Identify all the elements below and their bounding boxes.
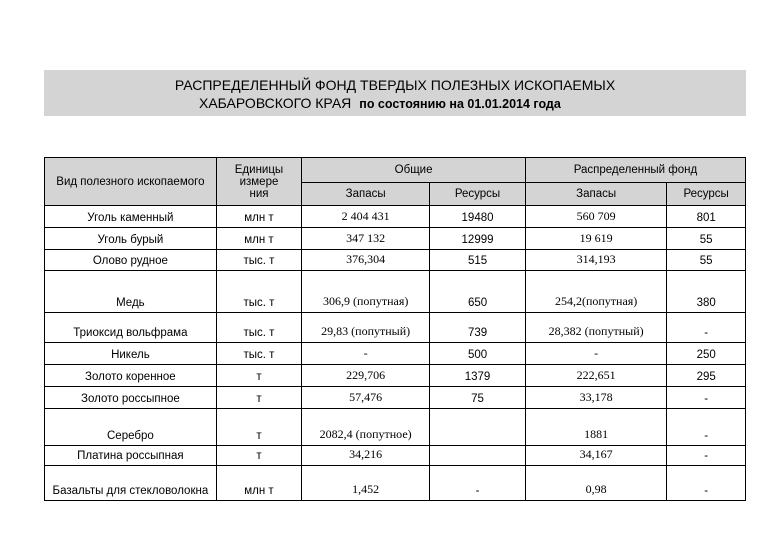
cell-unit: млн т <box>216 228 301 250</box>
cell-total-resources: 739 <box>430 313 526 343</box>
cell-distributed-resources: - <box>667 313 746 343</box>
cell-unit: т <box>216 409 301 446</box>
cell-total-resources: - <box>430 466 526 501</box>
cell-total-resources: 1379 <box>430 365 526 387</box>
cell-mineral: Платина россыпная <box>45 446 217 466</box>
cell-total-resources: 75 <box>430 387 526 409</box>
cell-distributed-reserves: 314,193 <box>525 250 666 271</box>
cell-total-reserves: 2082,4 (попутное) <box>302 409 430 446</box>
table-row <box>45 466 746 501</box>
cell-distributed-reserves: 33,178 <box>525 387 666 409</box>
title-date: по состоянию на 01.01.2014 года <box>359 97 561 111</box>
cell-total-reserves: 2 404 431 <box>302 206 430 228</box>
table-row <box>45 206 746 228</box>
header-distributed-resources: Ресурсы <box>667 183 746 206</box>
cell-distributed-reserves: 19 619 <box>525 228 666 250</box>
cell-mineral: Медь <box>45 271 217 313</box>
cell-total-reserves: 229,706 <box>302 365 430 387</box>
cell-distributed-resources: - <box>667 387 746 409</box>
cell-distributed-resources: 801 <box>667 206 746 228</box>
cell-distributed-resources: - <box>667 409 746 446</box>
cell-distributed-reserves: - <box>525 343 666 365</box>
cell-mineral: Базальты для стекловолокна <box>45 466 217 501</box>
cell-total-reserves: 1,452 <box>302 466 430 501</box>
cell-mineral: Уголь каменный <box>45 206 217 228</box>
cell-unit: млн т <box>216 466 301 501</box>
cell-total-resources: 19480 <box>430 206 526 228</box>
cell-unit: тыс. т <box>216 313 301 343</box>
cell-unit: тыс. т <box>216 271 301 313</box>
cell-distributed-reserves: 34,167 <box>525 446 666 466</box>
cell-unit: т <box>216 387 301 409</box>
table-row <box>45 271 746 313</box>
cell-distributed-resources: 250 <box>667 343 746 365</box>
cell-distributed-reserves: 254,2(попутная) <box>525 271 666 313</box>
cell-distributed-resources: - <box>667 446 746 466</box>
header-total-resources: Ресурсы <box>430 183 526 206</box>
header-distributed-reserves: Запасы <box>525 183 666 206</box>
cell-mineral: Золото россыпное <box>45 387 217 409</box>
cell-distributed-resources: 55 <box>667 250 746 271</box>
header-distributed: Распределенный фонд <box>525 158 745 183</box>
table-row <box>45 409 746 446</box>
cell-total-reserves: - <box>302 343 430 365</box>
table-row <box>45 313 746 343</box>
cell-total-resources <box>430 446 526 466</box>
table-row <box>45 387 746 409</box>
cell-total-reserves: 376,304 <box>302 250 430 271</box>
title-banner <box>44 70 746 116</box>
cell-distributed-reserves: 222,651 <box>525 365 666 387</box>
cell-total-resources: 500 <box>430 343 526 365</box>
cell-mineral: Никель <box>45 343 217 365</box>
cell-mineral: Золото коренное <box>45 365 217 387</box>
table-row <box>45 228 746 250</box>
cell-distributed-resources: - <box>667 466 746 501</box>
title-line1: РАСПРЕДЕЛЕННЫЙ ФОНД ТВЕРДЫХ ПОЛЕЗНЫХ ИСКОПАЕМЫХ <box>174 77 616 93</box>
cell-total-reserves: 34,216 <box>302 446 430 466</box>
title-line2 <box>199 95 561 111</box>
cell-distributed-resources: 380 <box>667 271 746 313</box>
cell-unit: т <box>216 365 301 387</box>
cell-total-resources: 650 <box>430 271 526 313</box>
cell-mineral: Серебро <box>45 409 217 446</box>
cell-mineral: Олово рудное <box>45 250 217 271</box>
cell-distributed-reserves: 560 709 <box>525 206 666 228</box>
cell-unit: тыс. т <box>216 343 301 365</box>
cell-distributed-reserves: 1881 <box>525 409 666 446</box>
cell-total-reserves: 347 132 <box>302 228 430 250</box>
cell-distributed-reserves: 28,382 (попутный) <box>525 313 666 343</box>
cell-distributed-resources: 55 <box>667 228 746 250</box>
header-mineral: Вид полезного ископаемого <box>45 158 217 206</box>
title-region: ХАБАРОВСКОГО КРАЯ <box>199 95 352 111</box>
cell-total-reserves: 57,476 <box>302 387 430 409</box>
cell-total-resources: 515 <box>430 250 526 271</box>
cell-total-reserves: 29,83 (попутный) <box>302 313 430 343</box>
cell-mineral: Уголь бурый <box>45 228 217 250</box>
cell-total-resources <box>430 409 526 446</box>
header-units: Единицы измере ния <box>216 158 301 206</box>
table-row <box>45 446 746 466</box>
table-row <box>45 343 746 365</box>
cell-mineral: Триоксид вольфрама <box>45 313 217 343</box>
cell-unit: тыс. т <box>216 250 301 271</box>
cell-total-resources: 12999 <box>430 228 526 250</box>
cell-distributed-reserves: 0,98 <box>525 466 666 501</box>
table-row <box>45 250 746 271</box>
header-total-reserves: Запасы <box>302 183 430 206</box>
minerals-table <box>44 157 746 501</box>
cell-unit: млн т <box>216 206 301 228</box>
table-row <box>45 365 746 387</box>
cell-total-reserves: 306,9 (попутная) <box>302 271 430 313</box>
header-total: Общие <box>302 158 526 183</box>
cell-unit: т <box>216 446 301 466</box>
cell-distributed-resources: 295 <box>667 365 746 387</box>
